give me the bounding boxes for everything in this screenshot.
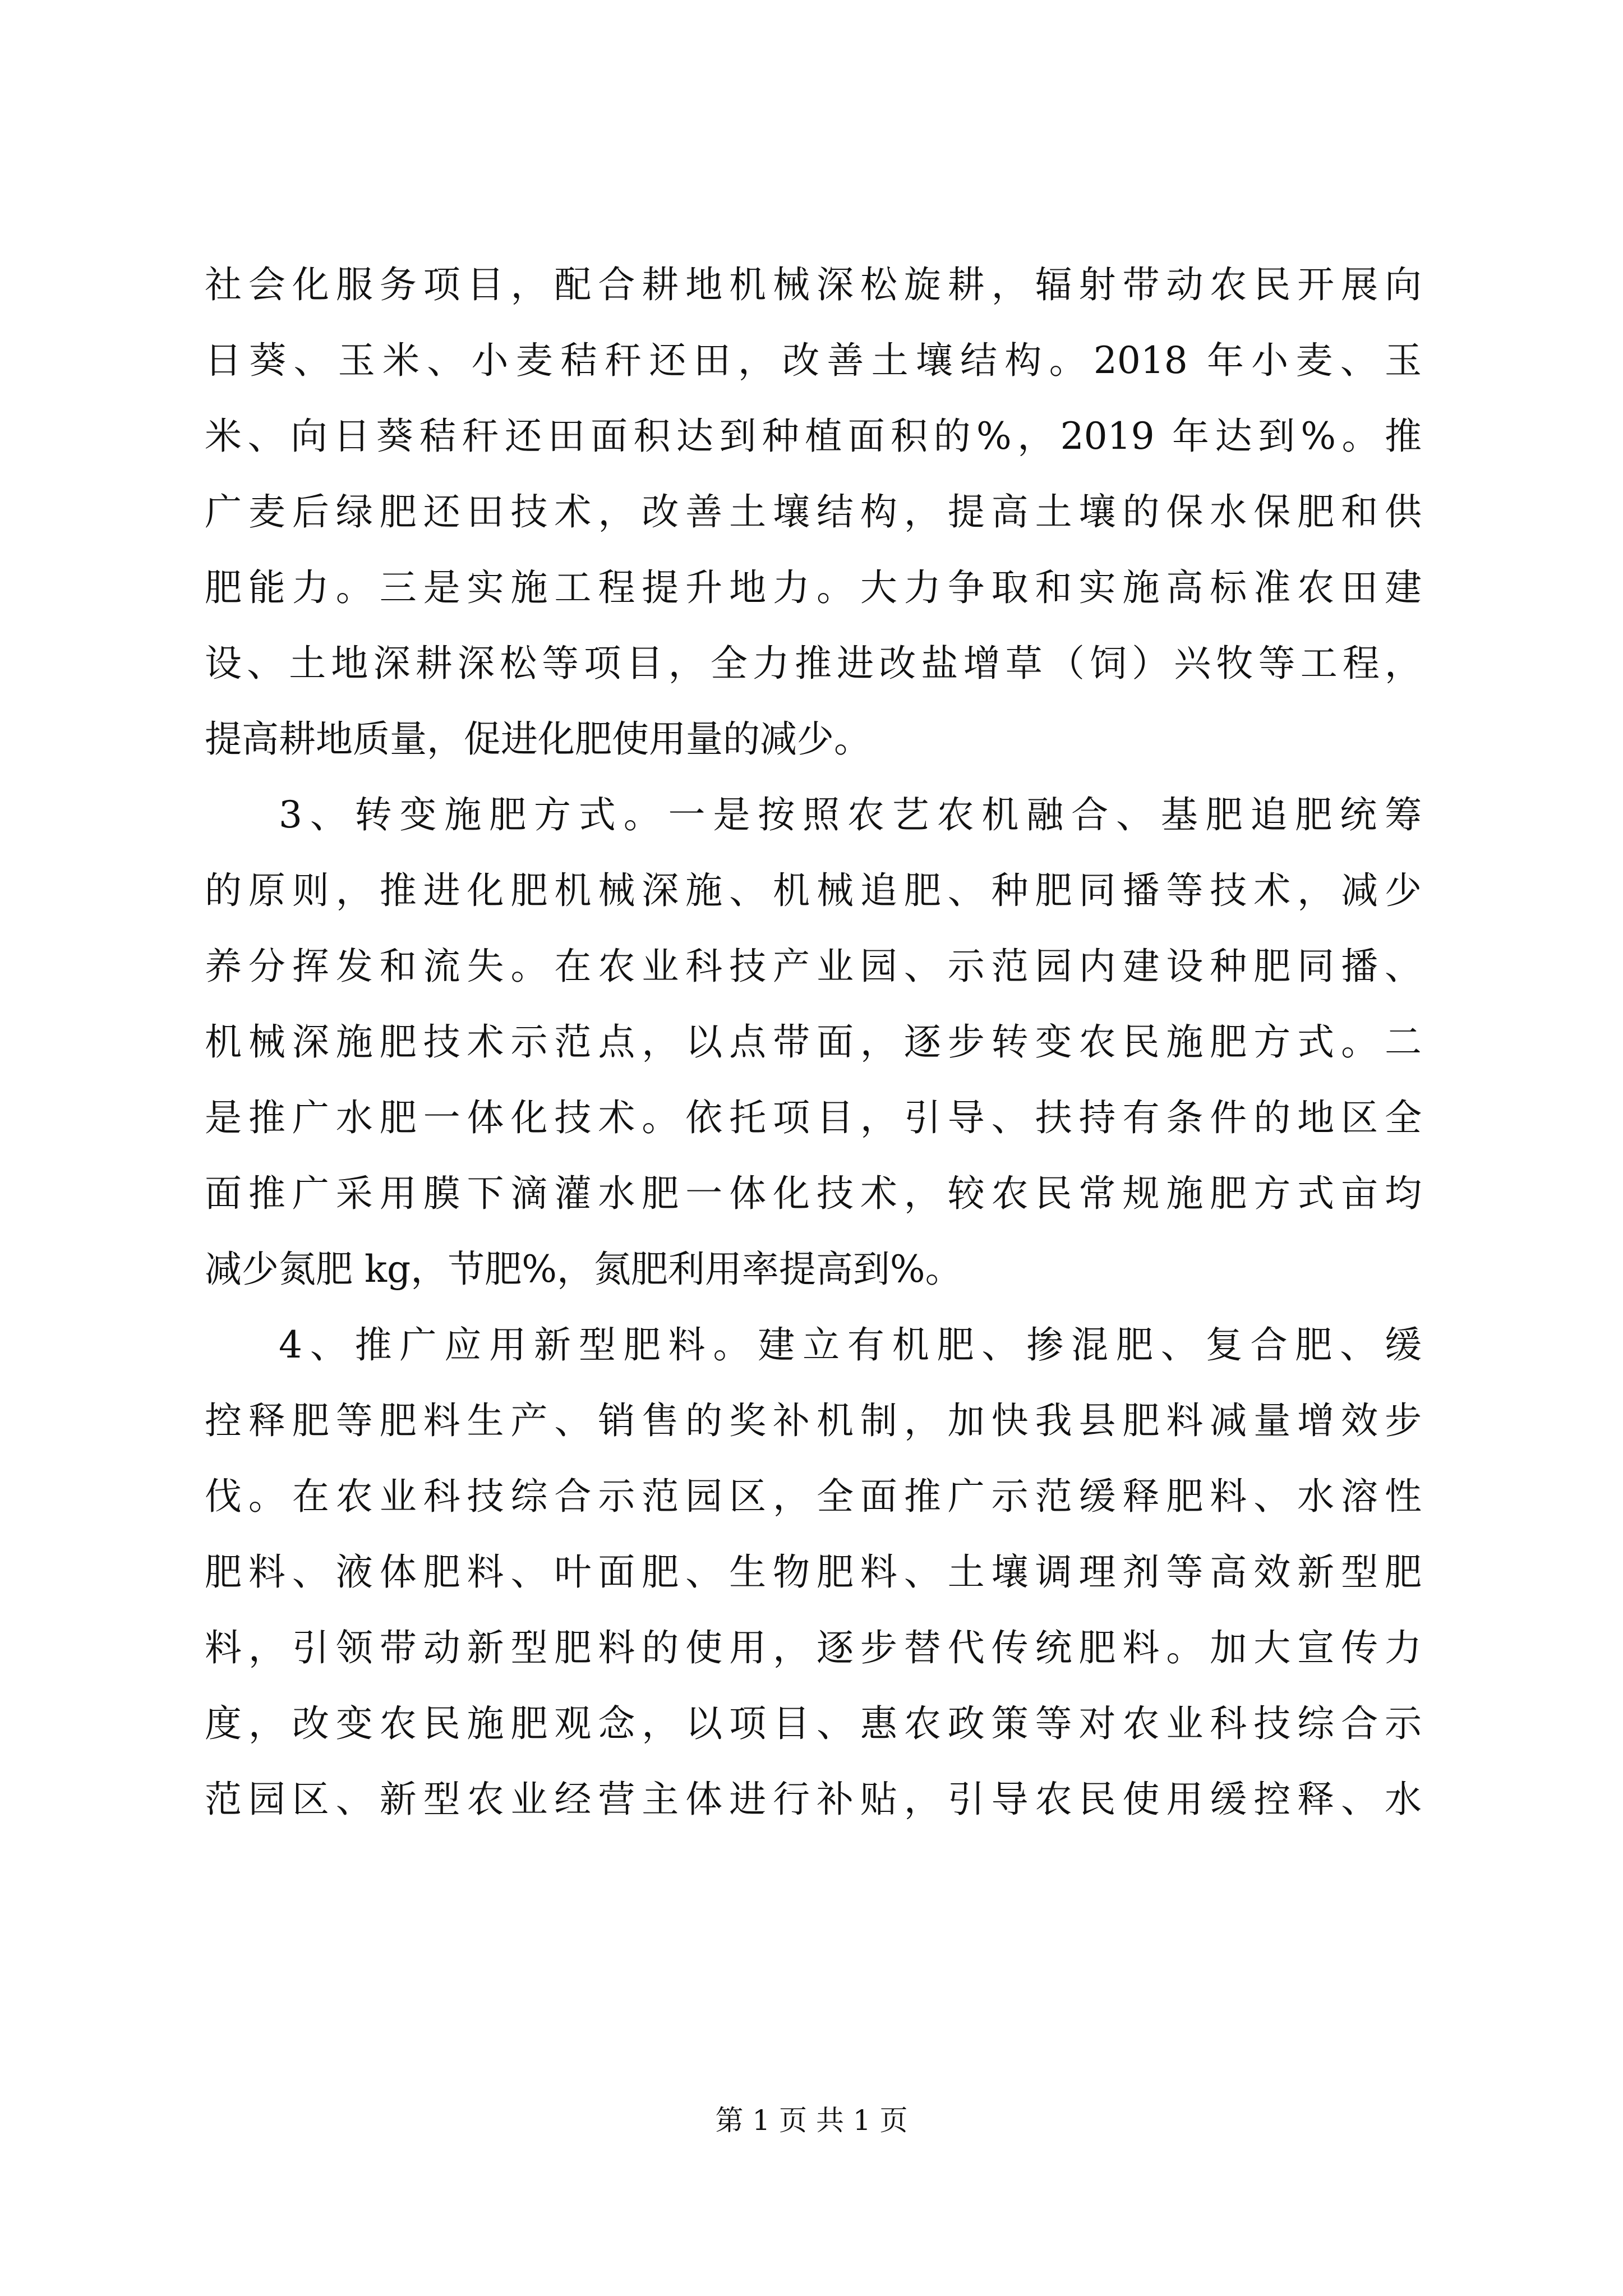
text-line: 养分挥发和流失。在农业科技产业园、示范园内建设种肥同播、 [205,945,1422,988]
paragraph-heading-line: 3、转变施肥方式。一是按照农艺农机融合、基肥追肥统筹 [279,793,1422,836]
text-line: 设、土地深耕深松等项目，全力推进改盐增草（饲）兴牧等工程， [205,642,1422,685]
text-line: 范园区、新型农业经营主体进行补贴，引导农民使用缓控释、水 [205,1778,1422,1821]
page-number-label: 第 1 页 共 1 页 [715,2104,908,2137]
text-line: 米、向日葵秸秆还田面积达到种植面积的%，2019 年达到%。推 [205,415,1422,458]
page-footer [0,2101,1623,2140]
text-line: 伐。在农业科技综合示范园区，全面推广示范缓释肥料、水溶性 [205,1475,1422,1518]
text-line: 面推广采用膜下滴灌水肥一体化技术，较农民常规施肥方式亩均 [205,1172,1422,1215]
text-line: 减少氮肥 kg，节肥%，氮肥利用率提高到%。 [205,1248,962,1291]
text-line: 控释肥等肥料生产、销售的奖补机制，加快我县肥料减量增效步 [205,1399,1422,1442]
text-line: 广麦后绿肥还田技术，改善土壤结构，提高土壤的保水保肥和供 [205,490,1422,533]
text-line: 料，引领带动新型肥料的使用，逐步替代传统肥料。加大宣传力 [205,1626,1422,1669]
text-line: 是推广水肥一体化技术。依托项目，引导、扶持有条件的地区全 [205,1096,1422,1139]
text-line: 日葵、玉米、小麦秸秆还田，改善土壤结构。2018 年小麦、玉 [205,339,1422,382]
text-line: 的原则，推进化肥机械深施、机械追肥、种肥同播等技术，减少 [205,869,1422,912]
text-line: 肥料、液体肥料、叶面肥、生物肥料、土壤调理剂等高效新型肥 [205,1550,1422,1594]
text-line: 度，改变农民施肥观念，以项目、惠农政策等对农业科技综合示 [205,1702,1422,1745]
document-body [205,247,1422,1837]
text-line: 肥能力。三是实施工程提升地力。大力争取和实施高标准农田建 [205,566,1422,609]
paragraph-heading-line: 4、推广应用新型肥料。建立有机肥、掺混肥、复合肥、缓 [279,1323,1422,1366]
text-line: 机械深施肥技术示范点，以点带面，逐步转变农民施肥方式。二 [205,1020,1422,1064]
text-line: 提高耕地质量，促进化肥使用量的减少。 [205,717,871,761]
text-line: 社会化服务项目，配合耕地机械深松旋耕，辐射带动农民开展向 [205,263,1422,306]
